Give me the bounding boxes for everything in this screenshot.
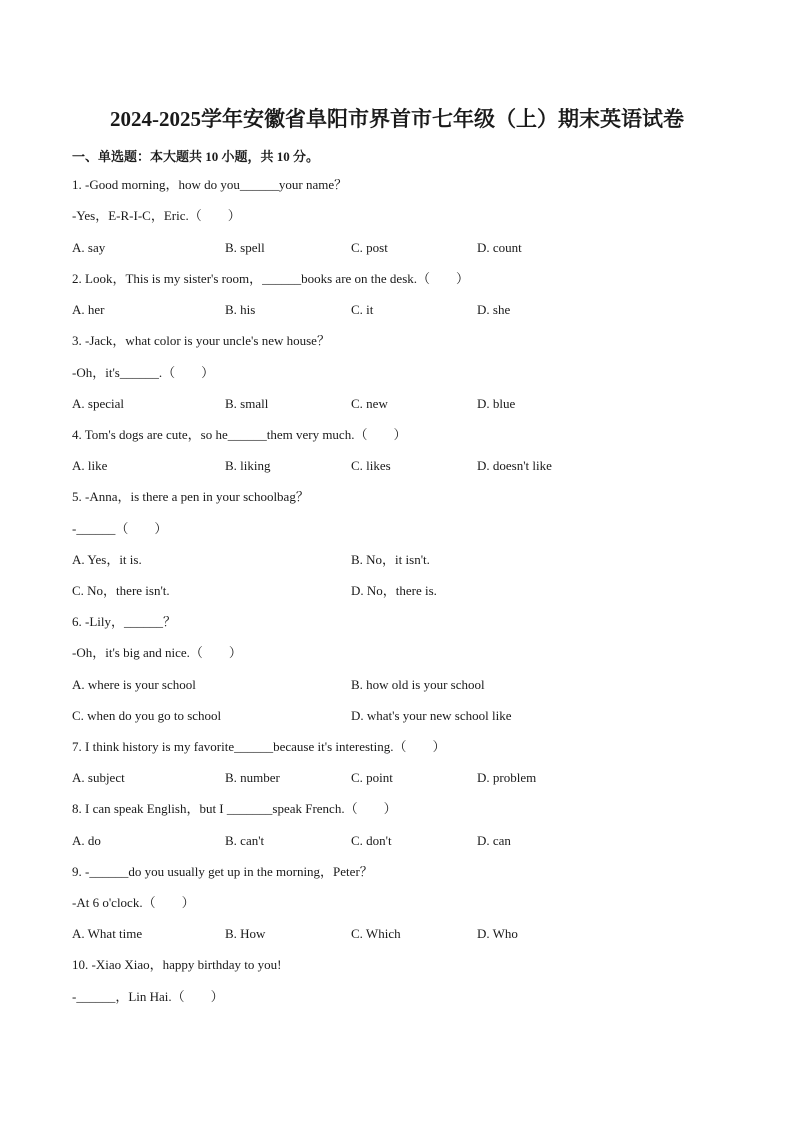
- option-c: C. when do you go to school: [72, 708, 222, 723]
- option-a: A. special: [72, 396, 124, 411]
- option-d: D. can: [477, 833, 511, 848]
- option-d: D. Who: [477, 926, 518, 941]
- question-stem: 10. -Xiao Xiao，happy birthday to you!: [72, 957, 282, 972]
- option-b: B. liking: [225, 458, 271, 473]
- option-a: A. where is your school: [72, 677, 196, 692]
- option-c: C. it: [351, 302, 374, 317]
- option-c: C. post: [351, 240, 388, 255]
- option-a: A. say: [72, 240, 106, 255]
- option-b: B. No，it isn't.: [351, 552, 430, 567]
- question-stem: -______，Lin Hai.（ ）: [72, 989, 224, 1004]
- option-d: D. problem: [477, 770, 537, 785]
- question-stem: 7. I think history is my favorite______because it's interesting.（ ）: [72, 739, 446, 754]
- question-stem: -______（ ）: [72, 521, 168, 536]
- option-a: A. What time: [72, 926, 143, 941]
- question-stem: 2. Look，This is my sister's room，______books are on the desk.（ ）: [72, 271, 470, 286]
- option-c: C. Which: [351, 926, 401, 941]
- question-stem: -Yes，E-R-I-C，Eric.（ ）: [72, 208, 241, 223]
- question-stem: 8. I can speak English，but I _______speak French.（ ）: [72, 801, 397, 816]
- option-d: D. doesn't like: [477, 458, 552, 473]
- option-a: A. subject: [72, 770, 125, 785]
- option-a: A. her: [72, 302, 105, 317]
- option-c: C. new: [351, 396, 388, 411]
- option-d: D. blue: [477, 396, 516, 411]
- option-a: A. Yes，it is.: [72, 552, 142, 567]
- question-stem: 5. -Anna，is there a pen in your schoolbag？: [72, 489, 309, 504]
- option-d: D. count: [477, 240, 522, 255]
- option-c: C. likes: [351, 458, 391, 473]
- option-d: D. she: [477, 302, 511, 317]
- question-stem: -Oh，it's big and nice.（ ）: [72, 645, 242, 660]
- question-stem: 1. -Good morning，how do you______your name？: [72, 177, 348, 192]
- option-c: C. point: [351, 770, 393, 785]
- option-b: B. his: [225, 302, 256, 317]
- option-b: B. number: [225, 770, 280, 785]
- option-b: B. How: [225, 926, 266, 941]
- question-stem: -Oh，it's______.（ ）: [72, 365, 215, 380]
- question-stem: 9. -______do you usually get up in the morning，Peter？: [72, 864, 373, 879]
- question-stem: 6. -Lily，______？: [72, 614, 176, 629]
- question-stem: -At 6 o'clock.（ ）: [72, 895, 195, 910]
- option-a: A. do: [72, 833, 101, 848]
- option-c: C. No，there isn't.: [72, 583, 170, 598]
- option-a: A. like: [72, 458, 108, 473]
- section-heading: 一、单选题：本大题共 10 小题，共 10 分。: [72, 149, 320, 164]
- option-d: D. what's your new school like: [351, 708, 512, 723]
- option-b: B. how old is your school: [351, 677, 485, 692]
- question-stem: 4. Tom's dogs are cute，so he______them very much.（ ）: [72, 427, 407, 442]
- option-d: D. No，there is.: [351, 583, 437, 598]
- option-b: B. spell: [225, 240, 265, 255]
- page-title: 2024-2025学年安徽省阜阳市界首市七年级（上）期末英语试卷: [110, 107, 684, 131]
- option-c: C. don't: [351, 833, 392, 848]
- option-b: B. can't: [225, 833, 265, 848]
- question-stem: 3. -Jack，what color is your uncle's new house？: [72, 333, 330, 348]
- option-b: B. small: [225, 396, 269, 411]
